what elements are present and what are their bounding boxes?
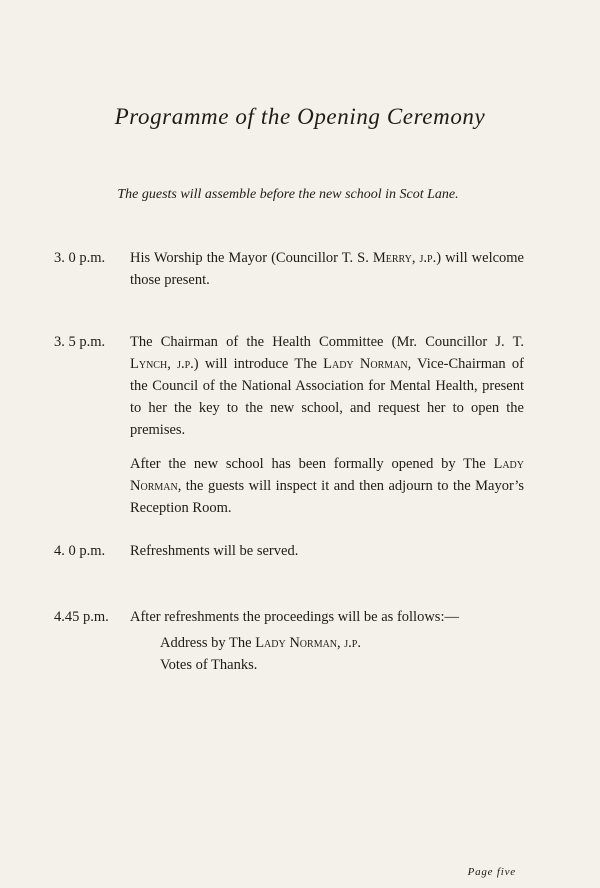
text-run: , Vice-Chairman of the Council of the National Association for Mental Health, present to her the key to the new school, and request her to open the premises.: [130, 356, 524, 438]
item-description: [130, 540, 524, 562]
item-paragraph: Refreshments will be served.: [130, 543, 299, 559]
text-run: Address by The: [160, 635, 256, 651]
text-run: ) will welcome those present.: [130, 250, 524, 288]
page-title: Programme of the Opening Ceremony: [114, 104, 486, 129]
item-time: 3. 0 p.m.: [54, 250, 106, 266]
programme-item-1: [54, 247, 524, 303]
small-caps-name: Lady Norman, j.p.: [255, 635, 361, 651]
sub-item-votes: Votes of Thanks.: [160, 657, 258, 673]
item-paragraph: [130, 331, 524, 441]
item-time: 4. 0 p.m.: [54, 543, 106, 559]
text-run: , the guests will inspect it and then adjourn to the Mayor’s Reception Room.: [130, 478, 524, 516]
page-number: Page five: [467, 866, 516, 878]
programme-item-4: [54, 606, 524, 676]
item-paragraph: After refreshments the proceedings will be as follows:—: [130, 609, 459, 625]
item-time: 4.45 p.m.: [54, 609, 109, 625]
item-description: [130, 606, 524, 676]
text-run: ) will introduce The: [193, 356, 324, 372]
sub-item-address: [160, 632, 524, 654]
programme-item-2: [54, 331, 524, 531]
item-paragraph: [130, 453, 524, 519]
text-run: The Chairman of the Health Committee (Mr. Councillor J. T.: [130, 334, 524, 350]
text-run: His Worship the Mayor (Councillor T. S.: [130, 250, 373, 266]
small-caps-name: Lynch, j.p.: [130, 356, 194, 372]
item-paragraph: [130, 247, 524, 291]
item-description: [130, 331, 524, 519]
text-run: After the new school has been formally opened by The: [130, 456, 494, 472]
small-caps-name: Lady Norman: [323, 356, 408, 372]
item-time: 3. 5 p.m.: [54, 334, 106, 350]
intro-text: The guests will assemble before the new school in Scot Lane.: [117, 187, 459, 202]
small-caps-name: Lady Norman: [130, 456, 524, 494]
item-description: [130, 247, 524, 291]
small-caps-name: Merry, j.p.: [372, 250, 437, 266]
programme-item-3: [54, 540, 524, 574]
